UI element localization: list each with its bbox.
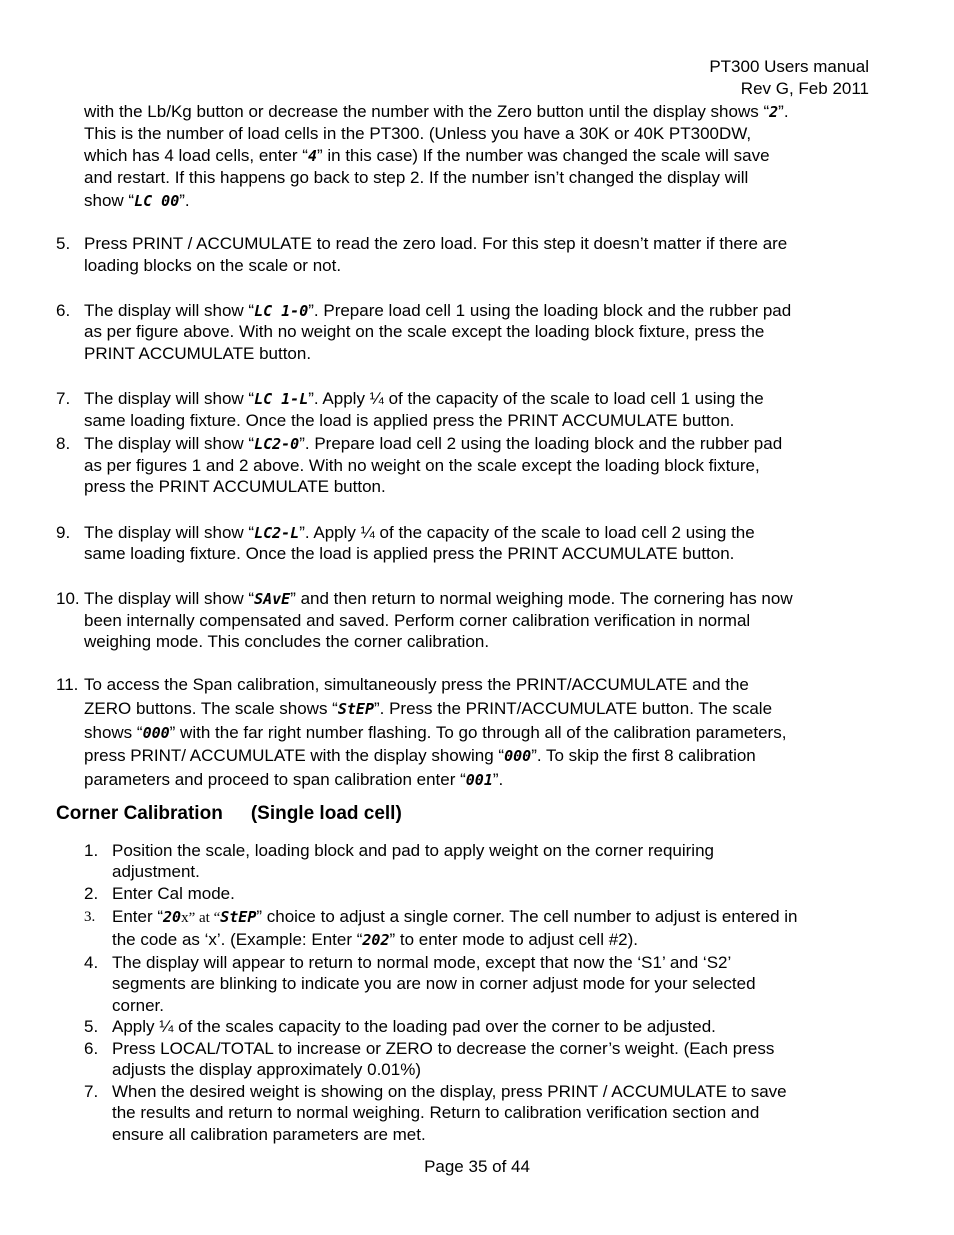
section-heading: Corner Calibration (Single load cell) xyxy=(56,803,402,824)
display-code: LC 1-0 xyxy=(254,302,309,320)
display-code: 20 xyxy=(163,908,182,926)
manual-title: PT300 Users manual xyxy=(709,57,869,76)
display-code: 2 xyxy=(769,103,779,121)
display-code: 001 xyxy=(465,771,493,789)
display-code: 202 xyxy=(362,931,390,949)
display-code: SAvE xyxy=(254,590,291,608)
display-code: 000 xyxy=(142,724,170,742)
display-code: StEP xyxy=(220,908,257,926)
display-code: 000 xyxy=(504,747,532,765)
page-number: Page 35 of 44 xyxy=(424,1157,530,1176)
display-code: StEP xyxy=(337,700,374,718)
display-code: 4 xyxy=(307,147,317,165)
revision-date: Rev G, Feb 2011 xyxy=(740,79,869,98)
display-code: LC2-L xyxy=(254,524,300,542)
display-code: LC 00 xyxy=(134,192,180,210)
display-code: LC 1-L xyxy=(254,390,309,408)
display-code: LC2-0 xyxy=(254,435,300,453)
